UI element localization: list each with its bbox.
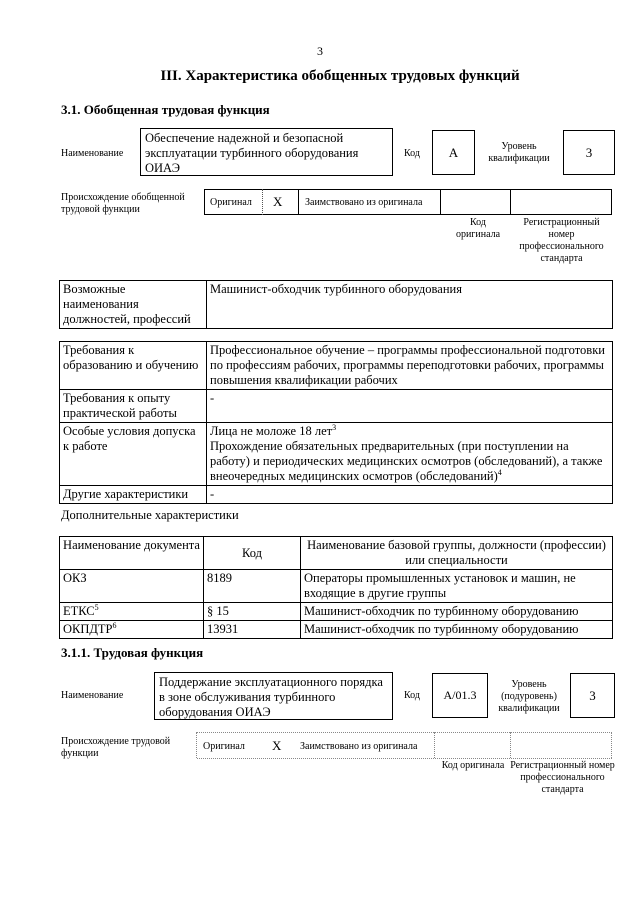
req-experience-value: - — [207, 390, 613, 423]
header-document: Наименование документа — [60, 537, 204, 570]
table-row — [60, 603, 613, 621]
gtf-level-label: Уровень квалификации — [488, 141, 550, 164]
tf-original-mark: X — [272, 738, 282, 753]
doc-cell: ЕТКС$^5$ — [60, 603, 204, 621]
gtf-heading: 3.1. Обобщенная трудовая функция — [61, 102, 270, 117]
tf-level-value: 3 — [589, 687, 596, 703]
positions-table — [59, 280, 613, 329]
code-cell: § 15 — [204, 603, 301, 621]
tf-borrowed-label: Заимствовано из оригинала — [300, 741, 418, 752]
gtf-borrowed-label: Заимствовано из оригинала — [305, 197, 423, 208]
req-education-label: Требования к образованию и обучению — [60, 342, 207, 390]
positions-label: Возможные наименования должностей, профессий — [60, 281, 207, 329]
table-row — [60, 621, 613, 639]
gtf-code-original-caption: Код оригинала — [455, 217, 501, 240]
table-row — [60, 423, 613, 486]
tf-level-box — [570, 673, 615, 718]
tf-code-box — [432, 673, 488, 718]
footnote-6: 6 — [112, 620, 117, 630]
name-cell: Машинист-обходчик по турбинному оборудованию — [301, 621, 613, 639]
doc-cell: ОКПДТР$^6$ — [60, 621, 204, 639]
page-number: 3 — [317, 44, 323, 58]
section-title: III. Характеристика обобщенных трудовых функций — [160, 68, 520, 84]
gtf-level-value: 3 — [585, 144, 593, 160]
additional-heading: Дополнительные характеристики — [61, 508, 239, 522]
req-conditions-line2: Прохождение обязательных предварительных (при поступлении на работу) и периодических медицинских осмотров (обследований), а также внеочередных медицинских осмотров (обследований) — [210, 439, 603, 483]
name-cell: Операторы промышленных установок и машин, не входящие в другие группы — [301, 570, 613, 603]
footnote-4: 4 — [497, 467, 502, 477]
name-cell: Машинист-обходчик по турбинному оборудованию — [301, 603, 613, 621]
gtf-name-label: Наименование — [61, 148, 124, 159]
tf-name-value: Поддержание эксплуатационного порядка в зоне обслуживания турбинного оборудования ОИАЭ — [159, 675, 383, 719]
gtf-code-box — [432, 130, 475, 175]
footnote-5: 5 — [94, 602, 99, 612]
gtf-reg-number-caption: Регистрационный номер профессионального стандарта — [519, 217, 604, 264]
header-group-name: Наименование базовой группы, должности (профессии) или специальности — [301, 537, 613, 570]
footnote-3: 3 — [332, 422, 337, 432]
tf-original-label: Оригинал — [203, 741, 245, 752]
gtf-code-value: А — [448, 144, 459, 160]
req-experience-label: Требования к опыту практической работы — [60, 390, 207, 423]
tf-code-label: Код — [404, 690, 420, 701]
tf-name-label: Наименование — [61, 690, 124, 701]
req-conditions-line1: Лица не моложе 18 лет — [210, 424, 333, 438]
table-row — [60, 342, 613, 390]
req-other-label: Другие характеристики — [60, 486, 207, 504]
table-header-row — [60, 537, 613, 570]
gtf-original-mark: X — [273, 194, 283, 209]
gtf-level-box — [563, 130, 615, 175]
req-conditions-value — [207, 423, 613, 486]
tf-level-label: Уровень (подуровень) квалификации — [498, 679, 560, 714]
code-cell: 8189 — [204, 570, 301, 603]
tf-reg-number-caption: Регистрационный номер профессионального стандарта — [510, 760, 615, 795]
req-education-value: Профессиональное обучение – программы профессиональной подготовки по профессиям рабочих, программы переподготовки рабочих, программы повышения квалификации рабочих — [207, 342, 613, 390]
positions-value: Машинист-обходчик турбинного оборудования — [207, 281, 613, 329]
additional-table — [59, 536, 613, 639]
requirements-table — [59, 341, 613, 504]
code-cell: 13931 — [204, 621, 301, 639]
gtf-code-label: Код — [404, 148, 420, 159]
gtf-name-box — [140, 128, 393, 176]
gtf-name-value: Обеспечение надежной и безопасной эксплуатации турбинного оборудования ОИАЭ — [145, 131, 359, 175]
tf-code-value: А/01.3 — [443, 688, 477, 702]
doc-cell: ОКЗ — [60, 570, 204, 603]
tf-code-original-caption: Код оригинала — [441, 760, 505, 771]
header-code: Код — [204, 537, 301, 570]
tf-heading: 3.1.1. Трудовая функция — [61, 645, 204, 660]
req-conditions-label: Особые условия допуска к работе — [60, 423, 207, 486]
tf-origin-label: Происхождение трудовой функции — [61, 736, 171, 759]
tf-name-box — [154, 672, 393, 720]
table-row — [60, 486, 613, 504]
gtf-origin-label: Происхождение обобщенной трудовой функции — [61, 192, 185, 215]
gtf-original-label: Оригинал — [210, 197, 252, 208]
table-row — [60, 570, 613, 603]
table-row — [60, 390, 613, 423]
req-other-value: - — [207, 486, 613, 504]
